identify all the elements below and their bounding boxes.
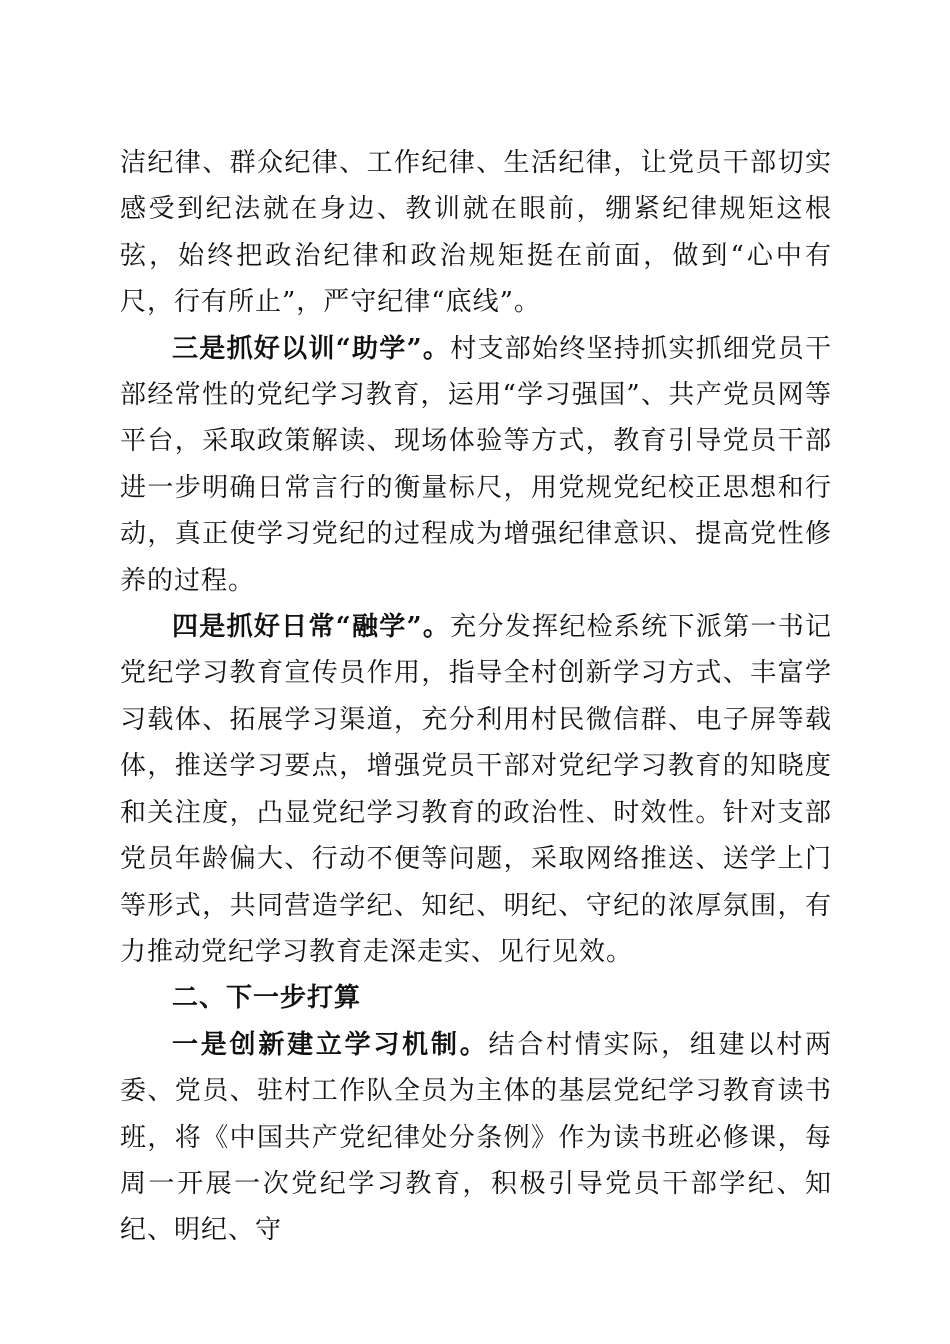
paragraph-text: 充分发挥纪检系统下派第一书记党纪学习教育宣传员作用，指导全村创新学习方式、丰富学习载体、拓展学习渠道，充分利用村民微信群、电子屏等载体，推送学习要点，增强党员干部对党纪学习教育的知晓度和关注度，凸显党纪学习教育的政治性、时效性。针对支部党员年龄偏大、行动不便等问题，采取网络推送、送学上门等形式，共同营造学纪、知纪、明纪、守纪的浓厚氛围，有力推动党纪学习教育走深走实、见行见效。 bbox=[120, 612, 832, 967]
document-page bbox=[120, 140, 832, 1254]
paragraph-lead: 一是创新建立学习机制。 bbox=[172, 1029, 489, 1060]
paragraph-training-study bbox=[120, 326, 832, 604]
paragraph-daily-study bbox=[120, 604, 832, 975]
section-heading-next-steps: 二、下一步打算 bbox=[172, 983, 362, 1014]
paragraph-text: 结合村情实际，组建以村两委、党员、驻村工作队全员为主体的基层党纪学习教育读书班，将《中国共产党纪律处分条例》作为读书班必修课，每周一开展一次党纪学习教育，积极引导党员干部学纪、知纪、明纪、守 bbox=[120, 1029, 832, 1246]
paragraph-lead: 四是抓好日常“融学”。 bbox=[172, 612, 451, 643]
paragraph-text: 洁纪律、群众纪律、工作纪律、生活纪律，让党员干部切实感受到纪法就在身边、教训就在眼前，绷紧纪律规矩这根弦，始终把政治纪律和政治规矩挺在前面，做到“心中有尺，行有所止”，严守纪律“底线”。 bbox=[120, 148, 832, 318]
paragraph-lead: 三是抓好以训“助学”。 bbox=[172, 333, 451, 364]
paragraph-learning-mechanism bbox=[120, 1022, 832, 1254]
paragraph-text: 村支部始终坚持抓实抓细党员干部经常性的党纪学习教育，运用“学习强国”、共产党员网等平台，采取政策解读、现场体验等方式，教育引导党员干部进一步明确日常言行的衡量标尺，用党规党纪校正思想和行动，真正使学习党纪的过程成为增强纪律意识、提高党性修养的过程。 bbox=[120, 333, 832, 596]
paragraph-discipline-continuation bbox=[120, 140, 832, 326]
